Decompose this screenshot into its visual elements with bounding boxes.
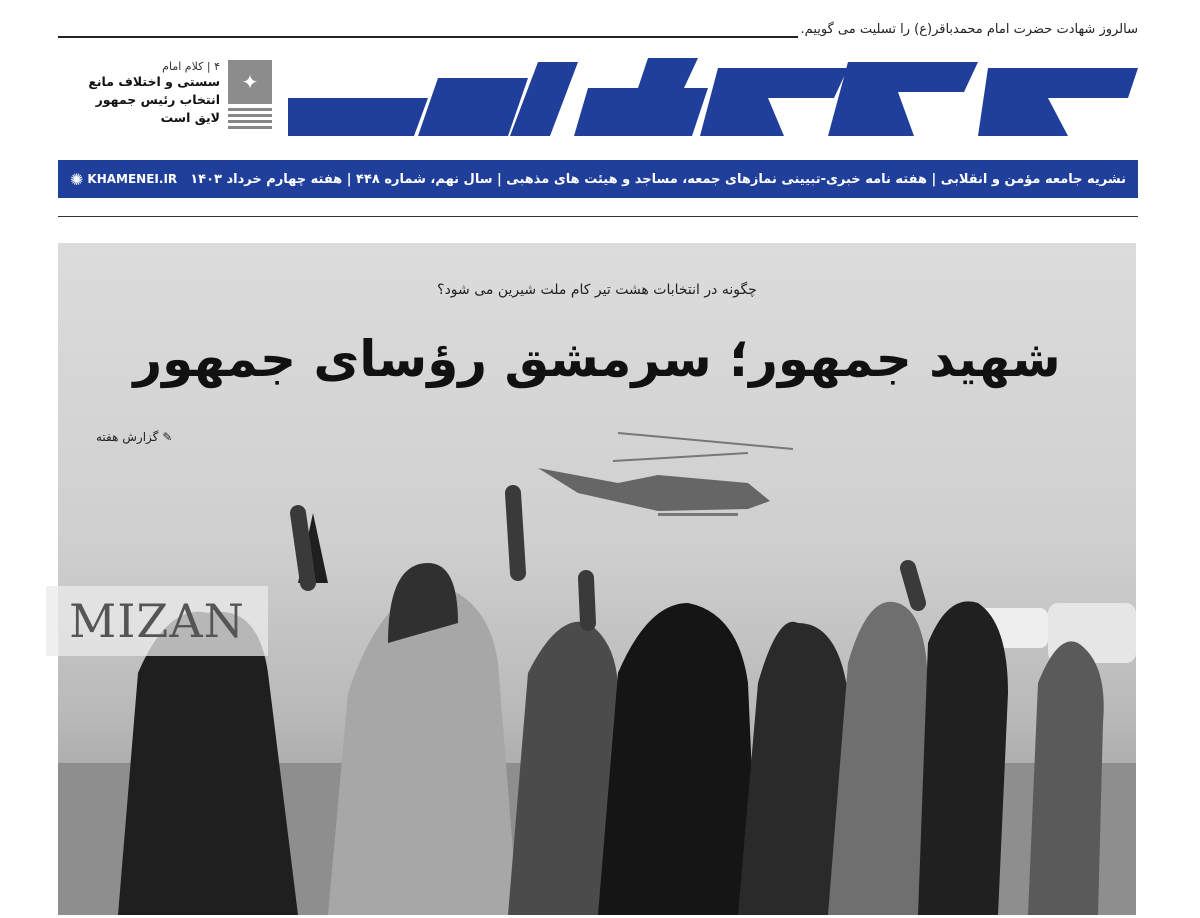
teaser-line: انتخاب رئیس جمهور (95, 92, 220, 107)
mizan-watermark: MIZAN (46, 586, 268, 656)
teaser-line: لایق است (160, 110, 220, 125)
site-text: KHAMENEI.IR (87, 172, 178, 186)
emblem-icon: ✦ (228, 60, 272, 104)
teaser[interactable] (60, 60, 220, 127)
emblem-logo (228, 60, 272, 138)
teaser-kicker: ۴ | کلام امام (162, 60, 220, 73)
byline (96, 430, 172, 444)
pen-icon: ✎ (162, 430, 173, 444)
band-text: نشریه جامعه مؤمن و انقلابی | هفته نامه خبری-تبیینی نمازهای جمعه، مساجد و هیئت های مذهبی | سال نهم، شماره ۴۴۸ | هفته چهارم خرداد ۱۴۰۳ (190, 171, 1126, 187)
divider (58, 216, 1138, 217)
top-rule (58, 36, 798, 38)
masthead-logo (288, 48, 1140, 148)
byline-text: گزارش هفته (96, 430, 159, 444)
khamenei-logo-icon: ✺ (70, 169, 84, 189)
article-headline[interactable]: شهید جمهور؛ سرمشق رؤسای جمهور (133, 330, 1061, 388)
top-note: سالروز شهادت حضرت امام محمدباقر(ع) را تسلیت می گوییم. (800, 22, 1138, 37)
teaser-line: سستی و اختلاف مانع (88, 74, 220, 89)
site-label[interactable] (70, 170, 177, 189)
article-kicker: چگونه در انتخابات هشت تیر کام ملت شیرین می شود؟ (437, 282, 757, 298)
issue-number: ۴۴۸ (296, 104, 351, 139)
helicopter-icon (538, 433, 793, 516)
masthead-band (58, 160, 1138, 198)
